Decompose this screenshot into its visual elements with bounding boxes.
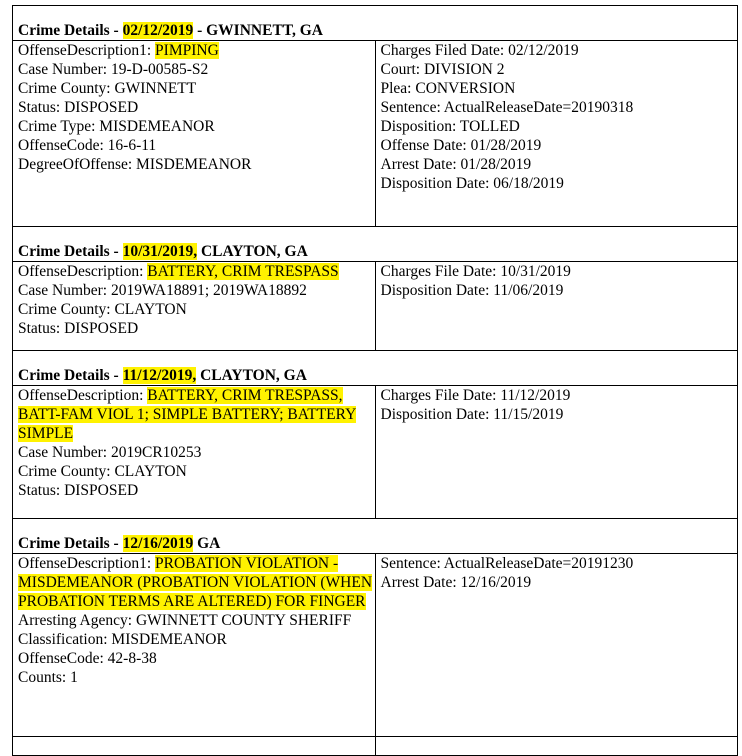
classification: Classification: MISDEMEANOR <box>18 631 227 648</box>
status: Status: DISPOSED <box>18 320 139 337</box>
record-left-cell <box>13 262 376 351</box>
crime-county: Crime County: CLAYTON <box>18 463 187 480</box>
case-number: Case Number: 19-D-00585-S2 <box>18 61 209 78</box>
court: Court: DIVISION 2 <box>380 61 505 78</box>
counts: Counts: 1 <box>18 669 78 686</box>
record-right-cell <box>375 386 738 519</box>
status: Status: DISPOSED <box>18 482 139 499</box>
offense-code: OffenseCode: 42-8-38 <box>18 650 157 667</box>
record-header <box>13 351 738 386</box>
offense-date: Offense Date: 01/28/2019 <box>380 137 542 154</box>
offense-value: BATTERY, CRIM TRESPASS <box>147 263 339 280</box>
record-header-cell <box>13 227 738 262</box>
offense-value: PIMPING <box>155 42 219 59</box>
record-header <box>13 6 738 41</box>
arresting-agency: Arresting Agency: GWINNETT COUNTY SHERIFF <box>18 612 352 629</box>
record-right-cell <box>375 554 738 737</box>
header-date: 11/12/2019, <box>122 367 197 384</box>
header-location: CLAYTON, GA <box>196 367 307 384</box>
sentence: Sentence: ActualReleaseDate=20191230 <box>380 555 634 572</box>
disposition-date: Disposition Date: 11/06/2019 <box>380 282 564 299</box>
record-left-cell <box>13 554 376 737</box>
header-prefix: Crime Details - <box>18 22 123 39</box>
record-left-cell <box>13 386 376 519</box>
offense-description <box>18 41 375 60</box>
record-header-cell <box>13 351 738 386</box>
crime-details-table <box>12 5 738 756</box>
degree-of-offense: DegreeOfOffense: MISDEMEANOR <box>18 156 252 173</box>
charges-file-date: Charges File Date: 10/31/2019 <box>380 263 571 280</box>
case-number: Case Number: 2019CR10253 <box>18 444 202 461</box>
record-header <box>13 227 738 262</box>
disposition: Disposition: TOLLED <box>380 118 520 135</box>
record-body <box>13 554 738 737</box>
record-body <box>13 386 738 519</box>
charges-file-date: Charges File Date: 11/12/2019 <box>380 387 571 404</box>
offense-code: OffenseCode: 16-6-11 <box>18 137 157 154</box>
header-location: - GWINNETT, GA <box>193 22 323 39</box>
charges-filed-date: Charges Filed Date: 02/12/2019 <box>380 42 579 59</box>
disposition-date: Disposition Date: 06/18/2019 <box>380 175 564 192</box>
offense-description <box>18 262 375 281</box>
offense-value: BATTERY, CRIM TRESPASS, BATT-FAM VIOL 1; SIMPLE BATTERY; BATTERY SIMPLE <box>18 387 357 442</box>
offense-label: OffenseDescription1: <box>18 555 156 572</box>
header-date: 02/12/2019 <box>122 22 194 39</box>
record-body <box>13 41 738 227</box>
header-prefix: Crime Details - <box>18 367 123 384</box>
status: Status: DISPOSED <box>18 99 139 116</box>
record-header-cell <box>13 6 738 41</box>
crime-county: Crime County: CLAYTON <box>18 301 187 318</box>
empty-cell <box>13 737 376 756</box>
header-location: GA <box>193 535 221 552</box>
header-date: 12/16/2019 <box>122 535 194 552</box>
arrest-date: Arrest Date: 12/16/2019 <box>380 574 532 591</box>
header-prefix: Crime Details - <box>18 243 123 260</box>
record-right-cell <box>375 41 738 227</box>
sentence: Sentence: ActualReleaseDate=20190318 <box>380 99 634 116</box>
disposition-date: Disposition Date: 11/15/2019 <box>380 406 564 423</box>
offense-value: PROBATION VIOLATION - MISDEMEANOR (PROBATION VIOLATION (WHEN PROBATION TERMS ARE ALTERED) FOR FINGER <box>18 555 373 610</box>
record-right-cell <box>375 262 738 351</box>
plea: Plea: CONVERSION <box>380 80 516 97</box>
offense-description <box>18 386 375 443</box>
arrest-date: Arrest Date: 01/28/2019 <box>380 156 532 173</box>
record-left-cell <box>13 41 376 227</box>
header-prefix: Crime Details - <box>18 535 123 552</box>
offense-label: OffenseDescription1: <box>18 42 156 59</box>
record-body <box>13 262 738 351</box>
case-number: Case Number: 2019WA18891; 2019WA18892 <box>18 282 307 299</box>
empty-row <box>13 737 738 756</box>
offense-label: OffenseDescription: <box>18 263 148 280</box>
empty-cell <box>375 737 738 756</box>
crime-type: Crime Type: MISDEMEANOR <box>18 118 215 135</box>
header-date: 10/31/2019, <box>122 243 198 260</box>
crime-county: Crime County: GWINNETT <box>18 80 197 97</box>
crime-report <box>12 5 738 756</box>
header-location: CLAYTON, GA <box>197 243 308 260</box>
offense-label: OffenseDescription: <box>18 387 148 404</box>
record-header-cell <box>13 519 738 554</box>
offense-description <box>18 554 375 611</box>
record-header <box>13 519 738 554</box>
